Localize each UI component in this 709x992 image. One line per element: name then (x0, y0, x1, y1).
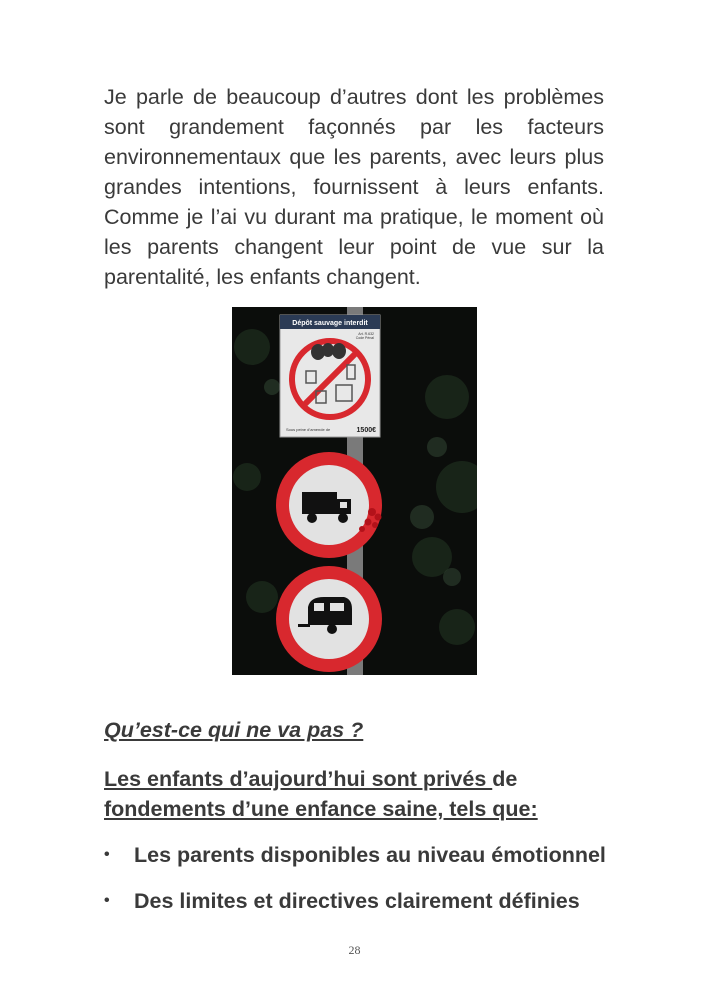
sign-footer: Sous peine d’amende de (286, 427, 331, 432)
bullet-marker: • (104, 892, 110, 909)
sign-amount: 1500€ (356, 427, 376, 434)
section-heading: Qu’est-ce qui ne va pas ? (104, 718, 364, 742)
intro-line (104, 764, 604, 824)
intro-underlined: Les enfants d’aujourd’hui sont privés (104, 767, 493, 791)
bullet-item (104, 886, 624, 916)
bullet-marker: • (104, 846, 110, 863)
road-signs-photo (232, 307, 477, 675)
intro-second-line: fondements d’une enfance saine, tels que: (104, 797, 538, 821)
bullet-item (104, 840, 624, 870)
page-number: 28 (348, 943, 361, 957)
intro-rest: de (492, 767, 518, 791)
bullet-text: Des limites et directives clairement définies (134, 889, 580, 913)
bullet-text: Les parents disponibles au niveau émotionnel (134, 843, 606, 867)
body-paragraph: Je parle de beaucoup d’autres dont les problèmes sont grandement façonnés par les facteurs environnementaux que les parents, avec leurs plus grandes intentions, fournissent à leurs enfants. Comme je l’ai vu durant ma pratique, le moment où les parents changent leur point de vue sur la parentalité, les enfants changent. (104, 85, 604, 289)
bullet-list (104, 840, 624, 932)
sign-sub-1: Art. R.632 (358, 332, 374, 336)
sign-sub-2: Code Pénal (355, 336, 374, 340)
sign-title: Dépôt sauvage interdit (292, 320, 368, 327)
